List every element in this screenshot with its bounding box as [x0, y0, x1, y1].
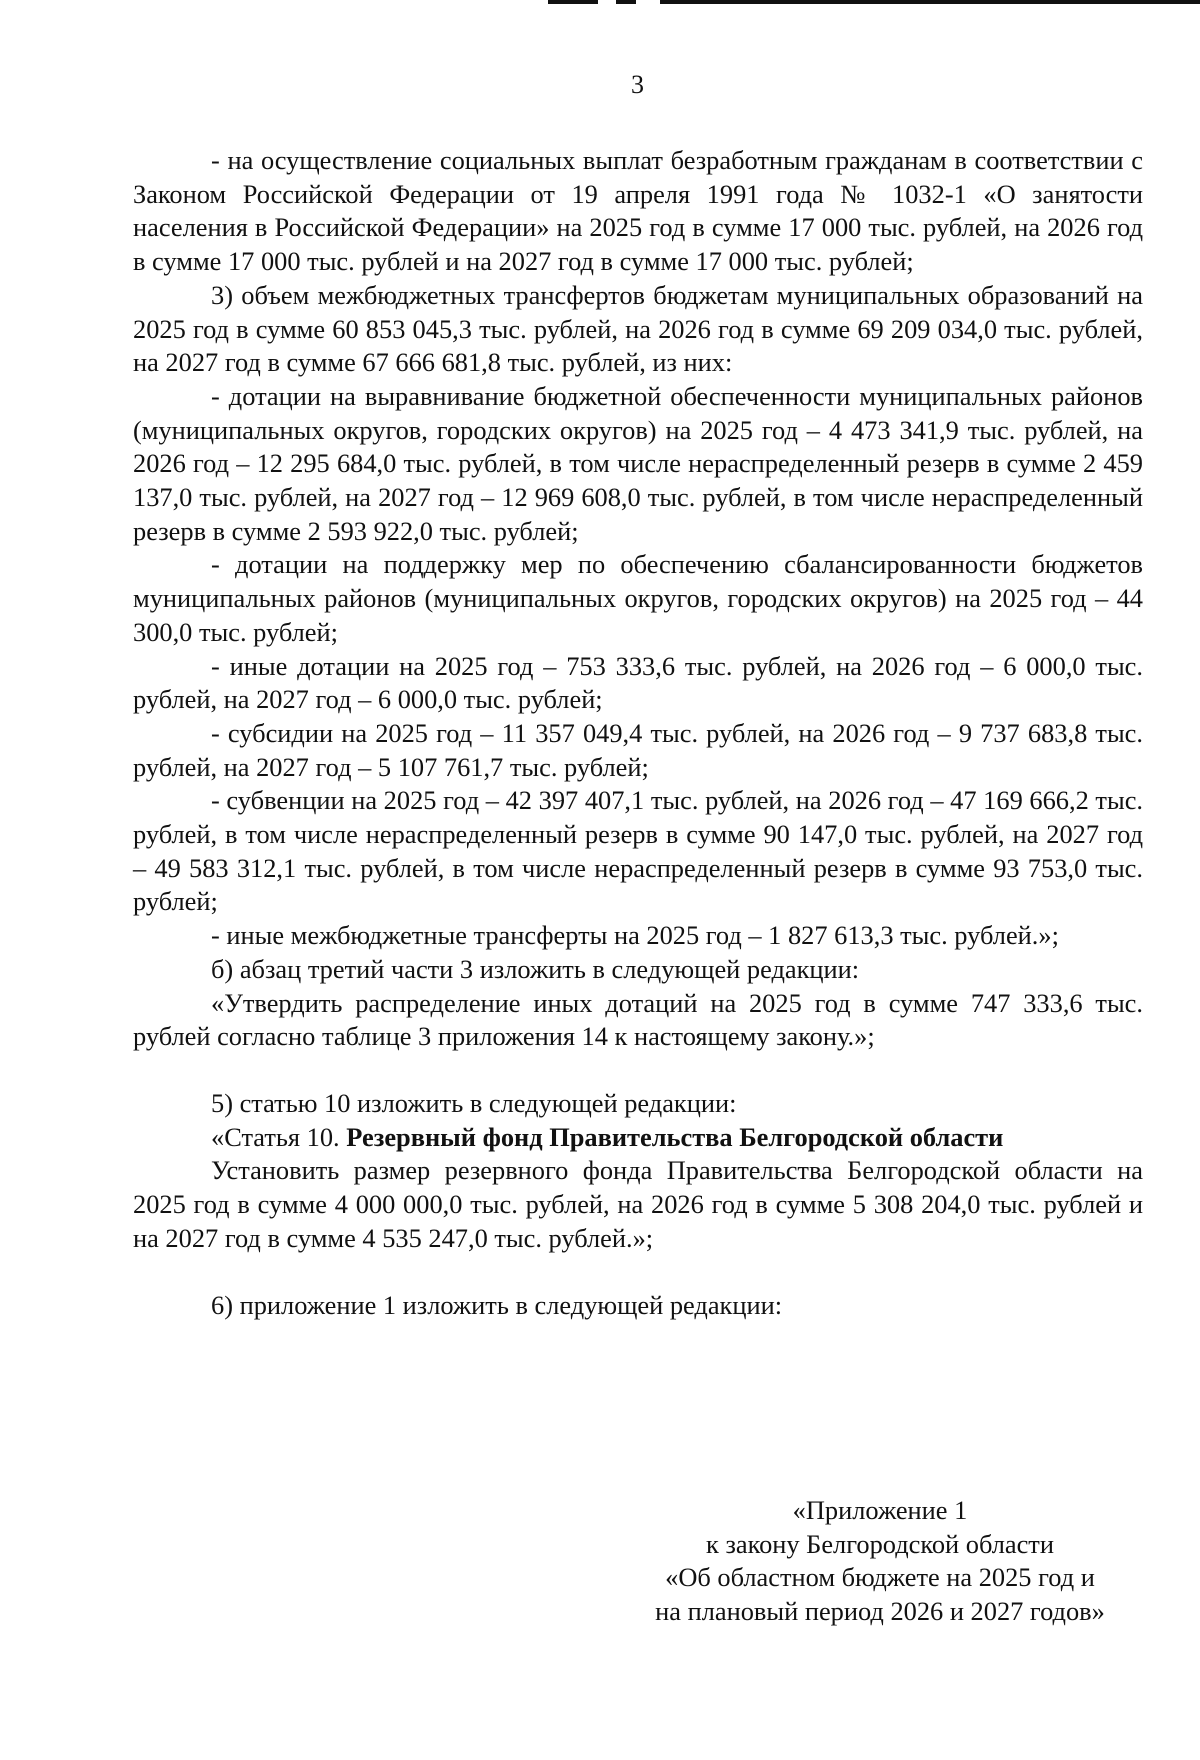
paragraph-unemployment-payments: - на осуществление социальных выплат безработным гражданам в соответствии с Законом Российской Федерации от 19 апреля 1991 года № 1032-1 «О занятости населения в Российской Федерации» на 2025 год в сумме 17 000 тыс. рублей, на 2026 год в сумме 17 000 тыс. рублей и на 2027 год в сумме 17 000 тыс. рублей;: [133, 145, 1143, 277]
paragraph-subsidies: - субсидии на 2025 год – 11 357 049,4 тыс. рублей, на 2026 год – 9 737 683,8 тыс. рублей, на 2027 год – 5 107 761,7 тыс. рублей;: [133, 717, 1143, 782]
paragraph-article10-intro: 5) статью 10 изложить в следующей редакции:: [211, 1087, 737, 1118]
top-edge-rule-gap: [636, 0, 660, 4]
paragraph-other-grants: - иные дотации на 2025 год – 753 333,6 тыс. рублей, на 2026 год – 6 000,0 тыс. рублей, на 2027 год – 6 000,0 тыс. рублей;: [133, 650, 1143, 715]
paragraph-subventions: - субвенции на 2025 год – 42 397 407,1 тыс. рублей, на 2026 год – 47 169 666,2 тыс. рублей, в том числе нераспределенный резерв в сумме 90 147,0 тыс. рублей, на 2027 год – 49 583 312,1 тыс. рублей, в том числе нераспределенный резерв в сумме 93 753,0 тыс. рублей;: [133, 785, 1143, 917]
top-edge-rule-gap: [598, 0, 616, 4]
paragraph-item6: 6) приложение 1 изложить в следующей редакции:: [211, 1289, 783, 1320]
paragraph-balance-grants: - дотации на поддержку мер по обеспечению сбалансированности бюджетов муниципальных районов (муниципальных округов, городских округов) на 2025 год – 44 300,0 тыс. рублей;: [133, 549, 1143, 647]
appendix-header-line: на плановый период 2026 и 2027 годов»: [655, 1595, 1105, 1626]
paragraph-interbudget-transfers: 3) объем межбюджетных трансфертов бюджетам муниципальных образований на 2025 год в сумме 60 853 045,3 тыс. рублей, на 2026 год в сумме 69 209 034,0 тыс. рублей, на 2027 год в сумме 67 666 681,8 тыс. рублей, из них:: [133, 279, 1143, 378]
appendix-header-line: «Приложение 1: [792, 1495, 968, 1525]
document-body: [133, 144, 1143, 1322]
article10-heading-title: Резервный фонд Правительства Белгородской области: [346, 1121, 1004, 1152]
paragraph-reserve-fund: Установить размер резервного фонда Правительства Белгородской области на 2025 год в сумме 4 000 000,0 тыс. рублей, на 2026 год в сумме 5 308 204,0 тыс. рублей и на 2027 год в сумме 4 535 247,0 тыс. рублей.»;: [133, 1155, 1143, 1253]
appendix-header: [620, 1494, 1140, 1628]
paragraph-other-transfers: - иные межбюджетные трансферты на 2025 год – 1 827 613,3 тыс. рублей.»;: [211, 920, 1059, 951]
paragraph-approve-other-grants: «Утвердить распределение иных дотаций на 2025 год в сумме 747 333,6 тыс. рублей согласно таблице 3 приложения 14 к настоящему закону.»;: [133, 987, 1143, 1052]
paragraph-amendment-b: б) абзац третий части 3 изложить в следующей редакции:: [211, 953, 860, 984]
appendix-header-line: «Об областном бюджете на 2025 год и: [665, 1562, 1095, 1592]
paragraph-equalization-grants: - дотации на выравнивание бюджетной обеспеченности муниципальных районов (муниципальных округов, городских округов) на 2025 год – 4 473 341,9 тыс. рублей, на 2026 год – 12 295 684,0 тыс. рублей, в том числе нераспределенный резерв в сумме 2 459 137,0 тыс. рублей, на 2027 год – 12 969 608,0 тыс. рублей, в том числе нераспределенный резерв в сумме 2 593 922,0 тыс. рублей;: [133, 380, 1143, 546]
appendix-header-line: к закону Белгородской области: [706, 1528, 1054, 1559]
article10-heading-prefix: «Статья 10.: [211, 1121, 347, 1152]
article10-heading: [133, 1121, 1143, 1155]
page-number: 3: [631, 70, 644, 99]
